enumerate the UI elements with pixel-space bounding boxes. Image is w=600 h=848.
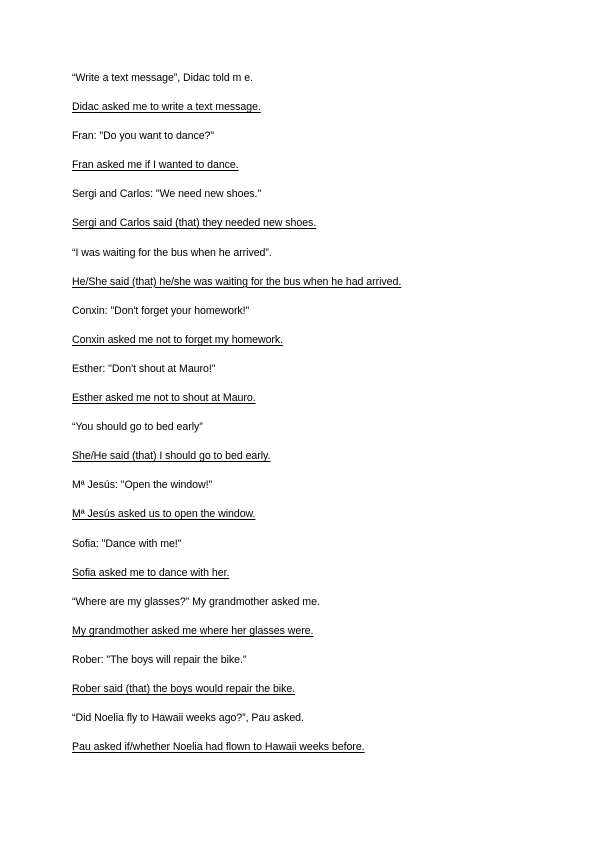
sentence-list [72,70,552,768]
answer-line: Pau asked if/whether Noelia had flown to Hawaii weeks before. [72,741,365,754]
prompt-line: “Write a text message”, Didac told m e. [72,72,253,84]
answer-line: Mª Jesús asked us to open the window. [72,508,256,521]
answer-line: Fran asked me if I wanted to dance. [72,159,239,172]
prompt-line: Sofia: "Dance with me!" [72,537,182,550]
prompt-line: Mª Jesús: "Open the window!" [72,479,213,492]
answer-line: Esther asked me not to shout at Mauro. [72,392,256,405]
prompt-line: Esther: "Don't shout at Mauro!" [72,362,216,375]
prompt-line: “Where are my glasses?” My grandmother asked me. [72,595,320,608]
prompt-line: Rober: "The boys will repair the bike." [72,653,247,666]
prompt-line: “You should go to bed early” [72,421,203,434]
answer-line: She/He said (that) I should go to bed early. [72,450,271,463]
prompt-line: Sergi and Carlos: "We need new shoes." [72,188,262,201]
prompt-line: Fran: "Do you want to dance?" [72,130,215,143]
answer-line: My grandmother asked me where her glasses were. [72,624,314,637]
answer-line: Conxin asked me not to forget my homework. [72,333,284,346]
answer-line: Rober said (that) the boys would repair the bike. [72,682,296,695]
prompt-line: “Did Noelia fly to Hawaii weeks ago?”, Pau asked. [72,712,304,725]
answer-line: Sergi and Carlos said (that) they needed new shoes. [72,217,317,230]
prompt-line: “I was waiting for the bus when he arrived”. [72,246,272,259]
prompt-line: Conxin: "Don't forget your homework!" [72,304,250,317]
answer-line: Didac asked me to write a text message. [72,101,261,114]
answer-line: Sofia asked me to dance with her. [72,566,230,579]
answer-line: He/She said (that) he/she was waiting for the bus when he had arrived. [72,275,402,288]
